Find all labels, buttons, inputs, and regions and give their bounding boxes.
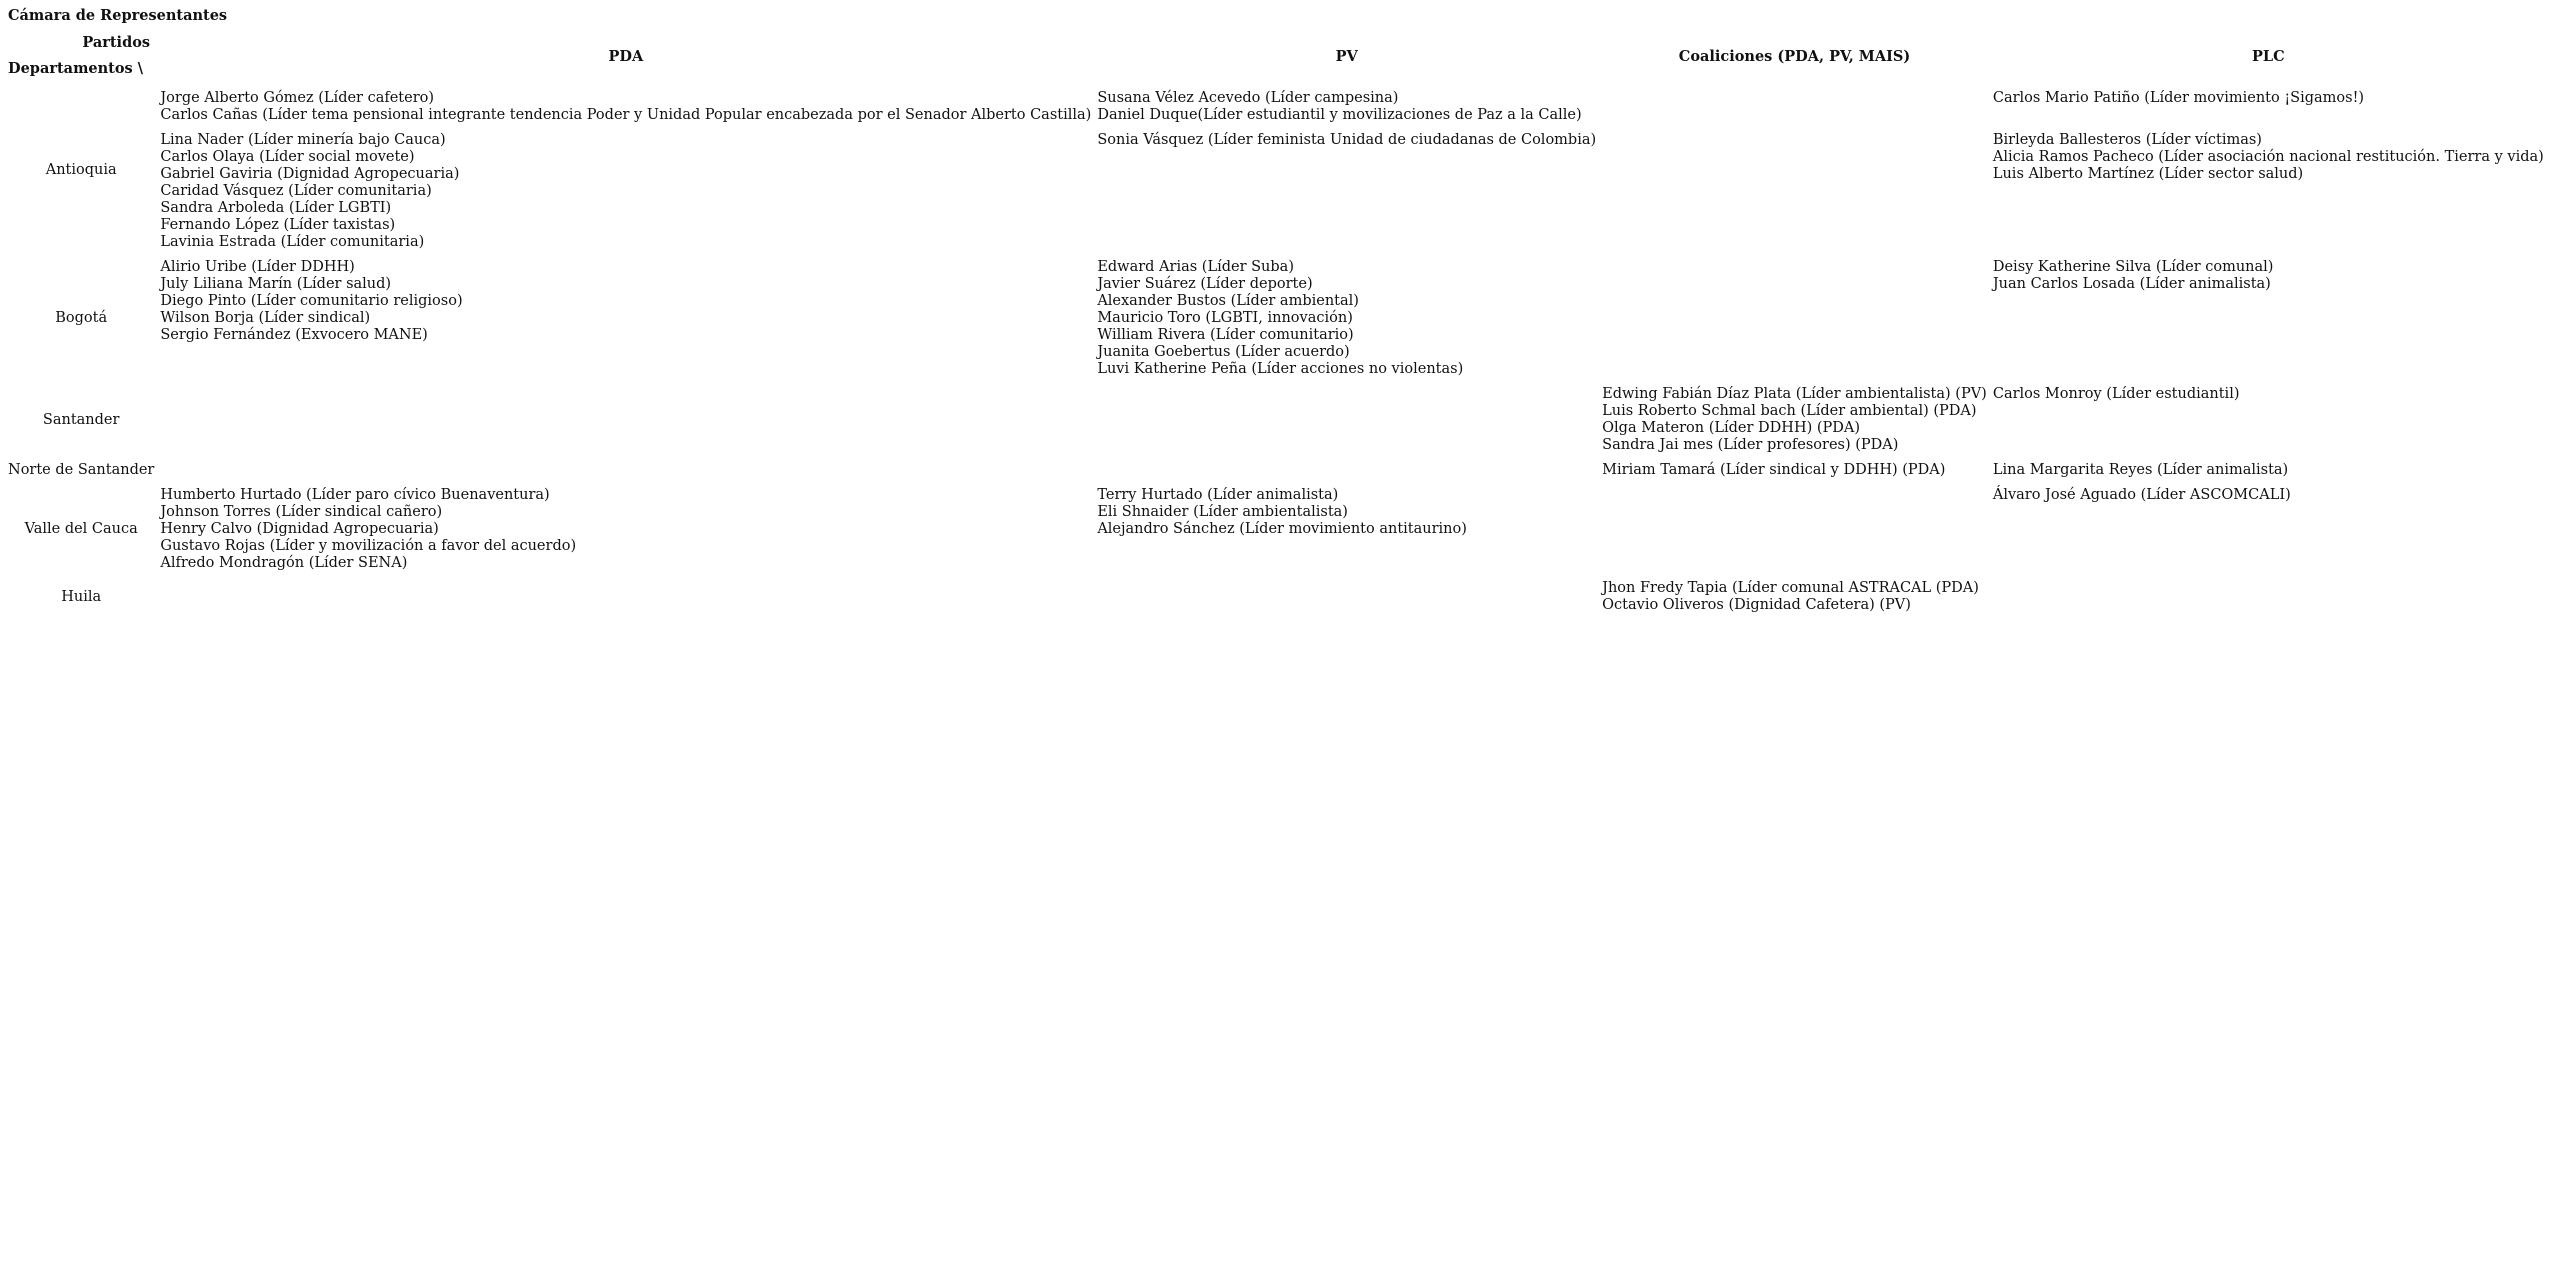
candidate-entry: Humberto Hurtado (Líder paro cívico Buenaventura): [160, 487, 550, 503]
candidate-entry: Sandra Arboleda (Líder LGBTI): [160, 200, 392, 216]
document-page: [0, 0, 2544, 629]
candidate-entry: Lina Margarita Reyes (Líder animalista): [1992, 462, 2289, 478]
candidate-entry: Edward Arias (Líder Suba): [1097, 259, 1294, 275]
cell-pv: [1097, 487, 1596, 572]
document-title: Cámara de Representantes: [8, 7, 228, 24]
table-row: [8, 487, 2544, 572]
candidate-entry: Susana Vélez Acevedo (Líder campesina): [1097, 90, 1399, 106]
candidate-entry: Sandra Jai mes (Líder profesores) (PDA): [1602, 437, 1899, 453]
cell-pda: [160, 462, 1091, 479]
candidate-entry: Carlos Monroy (Líder estudiantil): [1992, 386, 2240, 402]
table-row: [8, 132, 2544, 251]
candidate-entry: Gabriel Gaviria (Dignidad Agropecuaria): [160, 166, 460, 182]
candidate-entry: Deisy Katherine Silva (Líder comunal): [1992, 259, 2274, 275]
cell-pda: [160, 487, 1091, 572]
cell-plc: [1993, 487, 2544, 572]
header-row: [8, 30, 2544, 82]
candidate-entry: Diego Pinto (Líder comunitario religioso): [160, 293, 463, 309]
candidate-entry: Jorge Alberto Gómez (Líder cafetero): [160, 90, 435, 106]
cell-plc: [1993, 386, 2544, 454]
candidate-entry: Gustavo Rojas (Líder y movilización a favor del acuerdo): [160, 538, 577, 554]
candidate-entry: Luvi Katherine Peña (Líder acciones no violentas): [1097, 361, 1464, 377]
table-row: [8, 580, 2544, 614]
department-cell: Huila: [61, 588, 102, 605]
candidates-table: [2, 22, 2550, 622]
candidate-entry: William Rivera (Líder comunitario): [1097, 327, 1354, 343]
cell-pv: [1097, 386, 1596, 454]
candidate-entry: Álvaro José Aguado (Líder ASCOMCALI): [1992, 487, 2291, 503]
cell-plc: [1993, 259, 2544, 378]
table-row: [8, 259, 2544, 378]
candidate-entry: Birleyda Ballesteros (Líder víctimas): [1992, 132, 2262, 148]
cell-pda: [160, 132, 1091, 251]
table-row: [8, 386, 2544, 454]
candidate-entry: Sonia Vásquez (Líder feminista Unidad de ciudadanas de Colombia): [1097, 132, 1597, 148]
column-header-pv: PV: [1335, 47, 1358, 65]
department-cell: Antioquia: [45, 162, 117, 178]
candidate-entry: Carlos Mario Patiño (Líder movimiento ¡Sigamos!): [1992, 90, 2365, 106]
cell-coaliciones: [1602, 580, 1987, 614]
table-body: [8, 90, 2544, 614]
cell-coaliciones: [1602, 90, 1987, 124]
candidate-entry: Edwing Fabián Díaz Plata (Líder ambientalista) (PV): [1602, 386, 1987, 402]
cell-pda: [160, 90, 1091, 124]
cell-plc: [1993, 132, 2544, 251]
cell-pda: [160, 259, 1091, 378]
cell-pv: [1097, 132, 1596, 251]
cell-pda: [160, 580, 1091, 614]
cell-pv: [1097, 259, 1596, 378]
candidate-entry: Carlos Cañas (Líder tema pensional integrante tendencia Poder y Unidad Popular encabezada por el Senador Alberto Castilla): [160, 107, 1092, 123]
candidate-entry: Henry Calvo (Dignidad Agropecuaria): [160, 521, 439, 537]
cell-coaliciones: [1602, 386, 1987, 454]
table-row: [8, 462, 2544, 479]
candidate-entry: Eli Shnaider (Líder ambientalista): [1097, 504, 1348, 520]
candidate-entry: Daniel Duque(Líder estudiantil y movilizaciones de Paz a la Calle): [1097, 107, 1582, 123]
corner-header: [8, 30, 154, 82]
cell-plc: [1993, 462, 2544, 479]
candidate-entry: Alirio Uribe (Líder DDHH): [160, 259, 355, 275]
column-header-plc: PLC: [2252, 47, 2285, 65]
department-cell: Valle del Cauca: [24, 521, 138, 537]
department-cell: Norte de Santander: [8, 462, 155, 478]
candidate-entry: July Liliana Marín (Líder salud): [160, 276, 392, 292]
candidate-entry: Javier Suárez (Líder deporte): [1097, 276, 1313, 292]
candidate-entry: Caridad Vásquez (Líder comunitaria): [160, 183, 432, 199]
candidate-entry: Fernando López (Líder taxistas): [160, 217, 396, 233]
cell-pv: [1097, 462, 1596, 479]
candidate-entry: Mauricio Toro (LGBTI, innovación): [1097, 310, 1353, 326]
cell-coaliciones: [1602, 462, 1987, 479]
candidate-entry: Miriam Tamará (Líder sindical y DDHH) (PDA): [1602, 462, 1946, 478]
candidate-entry: Sergio Fernández (Exvocero MANE): [160, 327, 428, 343]
table-row: [8, 90, 2544, 124]
candidate-entry: Lavinia Estrada (Líder comunitaria): [160, 234, 425, 250]
candidate-entry: Terry Hurtado (Líder animalista): [1097, 487, 1339, 503]
cell-pv: [1097, 90, 1596, 124]
candidate-entry: Wilson Borja (Líder sindical): [160, 310, 371, 326]
candidate-entry: Luis Alberto Martínez (Líder sector salud): [1992, 166, 2304, 182]
cell-plc: [1993, 580, 2544, 614]
candidate-entry: Olga Materon (Líder DDHH) (PDA): [1602, 420, 1861, 436]
candidate-entry: Alejandro Sánchez (Líder movimiento antitaurino): [1097, 521, 1467, 537]
department-cell: Santander: [42, 411, 120, 428]
cell-pda: [160, 386, 1091, 454]
candidate-entry: Juanita Goebertus (Líder acuerdo): [1097, 344, 1350, 360]
candidate-entry: Lina Nader (Líder minería bajo Cauca): [160, 132, 446, 148]
candidate-entry: Alicia Ramos Pacheco (Líder asociación nacional restitución. Tierra y vida): [1992, 149, 2544, 165]
corner-header-departments: Departamentos \: [8, 60, 144, 77]
cell-pv: [1097, 580, 1596, 614]
column-header-pda: PDA: [608, 47, 644, 65]
candidate-entry: Octavio Oliveros (Dignidad Cafetera) (PV): [1602, 597, 1911, 613]
cell-plc: [1993, 90, 2544, 124]
candidate-entry: Luis Roberto Schmal bach (Líder ambiental) (PDA): [1602, 403, 1977, 419]
candidate-entry: Jhon Fredy Tapia (Líder comunal ASTRACAL (PDA): [1602, 580, 1979, 596]
candidate-entry: Juan Carlos Losada (Líder animalista): [1992, 276, 2271, 292]
cell-coaliciones: [1602, 487, 1987, 572]
cell-coaliciones: [1602, 259, 1987, 378]
candidate-entry: Alfredo Mondragón (Líder SENA): [160, 555, 408, 571]
column-header-coaliciones: Coaliciones (PDA, PV, MAIS): [1678, 47, 1911, 65]
candidate-entry: Johnson Torres (Líder sindical cañero): [160, 504, 443, 520]
candidate-entry: Alexander Bustos (Líder ambiental): [1097, 293, 1359, 309]
cell-coaliciones: [1602, 132, 1987, 251]
candidate-entry: Carlos Olaya (Líder social movete): [160, 149, 415, 165]
department-cell: Bogotá: [55, 310, 108, 326]
corner-header-parties: Partidos: [82, 34, 151, 51]
